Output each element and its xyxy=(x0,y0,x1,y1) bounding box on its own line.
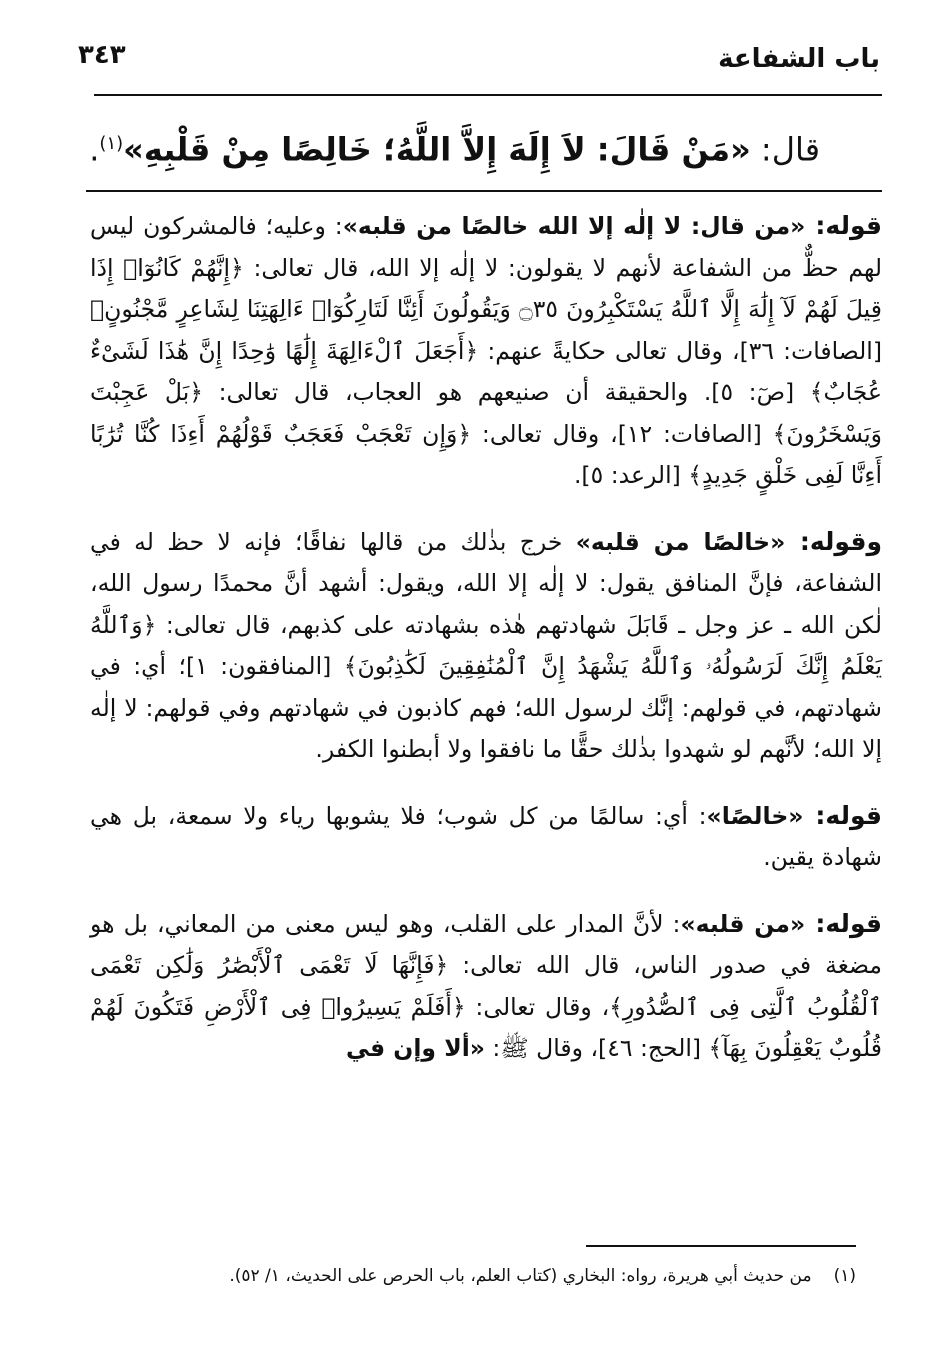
commentary-paragraph xyxy=(90,795,882,879)
page-number: ٣٤٣ xyxy=(78,40,126,70)
matn-prefix: قال: xyxy=(750,130,820,169)
paragraph-text: : أي: سالمًا من كل شوب؛ فلا يشوبها رياء ولا سمعة، بل هي شهادة يقين. xyxy=(90,801,882,871)
commentary-paragraph xyxy=(90,205,882,497)
paragraph-continuation: «ألا وإن في xyxy=(345,1034,485,1062)
paragraph-lead: قوله: xyxy=(803,800,883,830)
matn-suffix: . xyxy=(89,130,100,169)
paragraph-key-phrase: «خالصًا من قلبه» xyxy=(575,527,786,556)
matn-separator-rule xyxy=(86,190,882,192)
paragraph-key-phrase: «من قال: لا إلٰه إلا الله خالصًا من قلبه» xyxy=(342,212,806,240)
footnote-number: (١) xyxy=(833,1266,856,1286)
paragraph-key-phrase: «من قلبه» xyxy=(680,909,806,938)
matn-quote: «مَنْ قَالَ: لاَ إِلَهَ إِلاَّ اللَّهُ؛ خَالِصًا مِنْ قَلْبِهِ» xyxy=(123,130,751,169)
paragraph-lead: وقوله: xyxy=(785,526,882,556)
footnote-rule xyxy=(586,1245,856,1247)
paragraph-lead: قوله: xyxy=(805,908,882,938)
paragraph-key-phrase: «خالصًا» xyxy=(706,801,804,830)
footnote-reference[interactable]: (١) xyxy=(99,133,124,154)
header-rule xyxy=(94,94,882,96)
commentary-paragraph xyxy=(90,521,882,771)
commentary-paragraph xyxy=(90,903,882,1070)
running-chapter-title: باب الشفاعة xyxy=(718,44,880,74)
footnote xyxy=(110,1262,856,1290)
paragraph-text: : وعليه؛ فالمشركون ليس لهم حظٌّ من الشفاعة لأنهم لا يقولون: لا إلٰه إلا الله، قال تعالى: ﴿إِنَّهُمْ كَانُوٓا۟ إِذَا قِيلَ لَهُمْ لَآ إِلَٰهَ إِلَّا ٱللَّهُ يَسْتَكْبِرُونَ ۝٣٥ وَيَقُولُونَ أَئِنَّا لَتَارِكُوٓا۟ ءَالِهَتِنَا لِشَاعِرٍ مَّجْنُونٍ﴾ [الصافات: ٣٦]، وقال تعالى حكايةً عنهم: ﴿أَجَعَلَ ٱلْءَالِهَةَ إِلَٰهًا وَٰحِدًا إِنَّ هَٰذَا لَشَىْءٌ عُجَابٌ﴾ [صٓ: ٥]. والحقيقة أن صنيعهم هو العجاب، قال تعالى: ﴿بَلْ عَجِبْتَ وَيَسْخَرُونَ﴾ [الصافات: ١٢]، وقال تعالى: ﴿وَإِن تَعْجَبْ فَعَجَبٌ قَوْلُهُمْ أَءِذَا كُنَّا تُرَٰبًا أَءِنَّا لَفِى خَلْقٍ جَدِيدٍ﴾ [الرعد: ٥]. xyxy=(90,212,883,489)
paragraph-text: : لأنَّ المدار على القلب، وهو ليس معنى من المعاني، بل هو مضغة في صدور الناس، قال الله تعالى: ﴿فَإِنَّهَا لَا تَعْمَى ٱلْأَبْصَٰرُ وَلَٰكِن تَعْمَى ٱلْقُلُوبُ ٱلَّتِى فِى ٱلصُّدُورِ﴾، وقال تعالى: ﴿أَفَلَمْ يَسِيرُوا۟ فِى ٱلْأَرْضِ فَتَكُونَ لَهُمْ قُلُوبٌ يَعْقِلُونَ بِهَآ﴾ [الحج: ٤٦]، وقال ﷺ: xyxy=(90,909,882,1062)
commentary-body xyxy=(90,205,882,1094)
paragraph-text: خرج بذٰلك من قالها نفاقًا؛ فإنه لا حظ له في الشفاعة، فإنَّ المنافق يقول: لا إلٰه إلا الله، ويقول: أشهد أنَّ محمدًا رسول الله، لٰكن الله ـ عز وجل ـ قَابَلَ شهادتهم هٰذه بشهادته على كذبهم، قال تعالى: ﴿وَٱللَّهُ يَعْلَمُ إِنَّكَ لَرَسُولُهُۥ وَٱللَّهُ يَشْهَدُ إِنَّ ٱلْمُنَٰفِقِينَ لَكَٰذِبُونَ﴾ [المنافقون: ١]؛ أي: في شهادتهم، في قولهم: إنَّك لرسول الله؛ فهم كاذبون في شهادتهم وفي قولهم: لا إلٰه إلا الله؛ لأنَّهم لو شهدوا بذٰلك حقًّا ما نافقوا ولا أبطنوا الكفر. xyxy=(90,527,882,763)
footnote-text: من حديث أبي هريرة، رواه: البخاري (كتاب العلم، باب الحرص على الحديث، ١/ ٥٢). xyxy=(229,1266,812,1286)
paragraph-lead: قوله: xyxy=(805,211,882,240)
matn-line xyxy=(89,118,820,176)
